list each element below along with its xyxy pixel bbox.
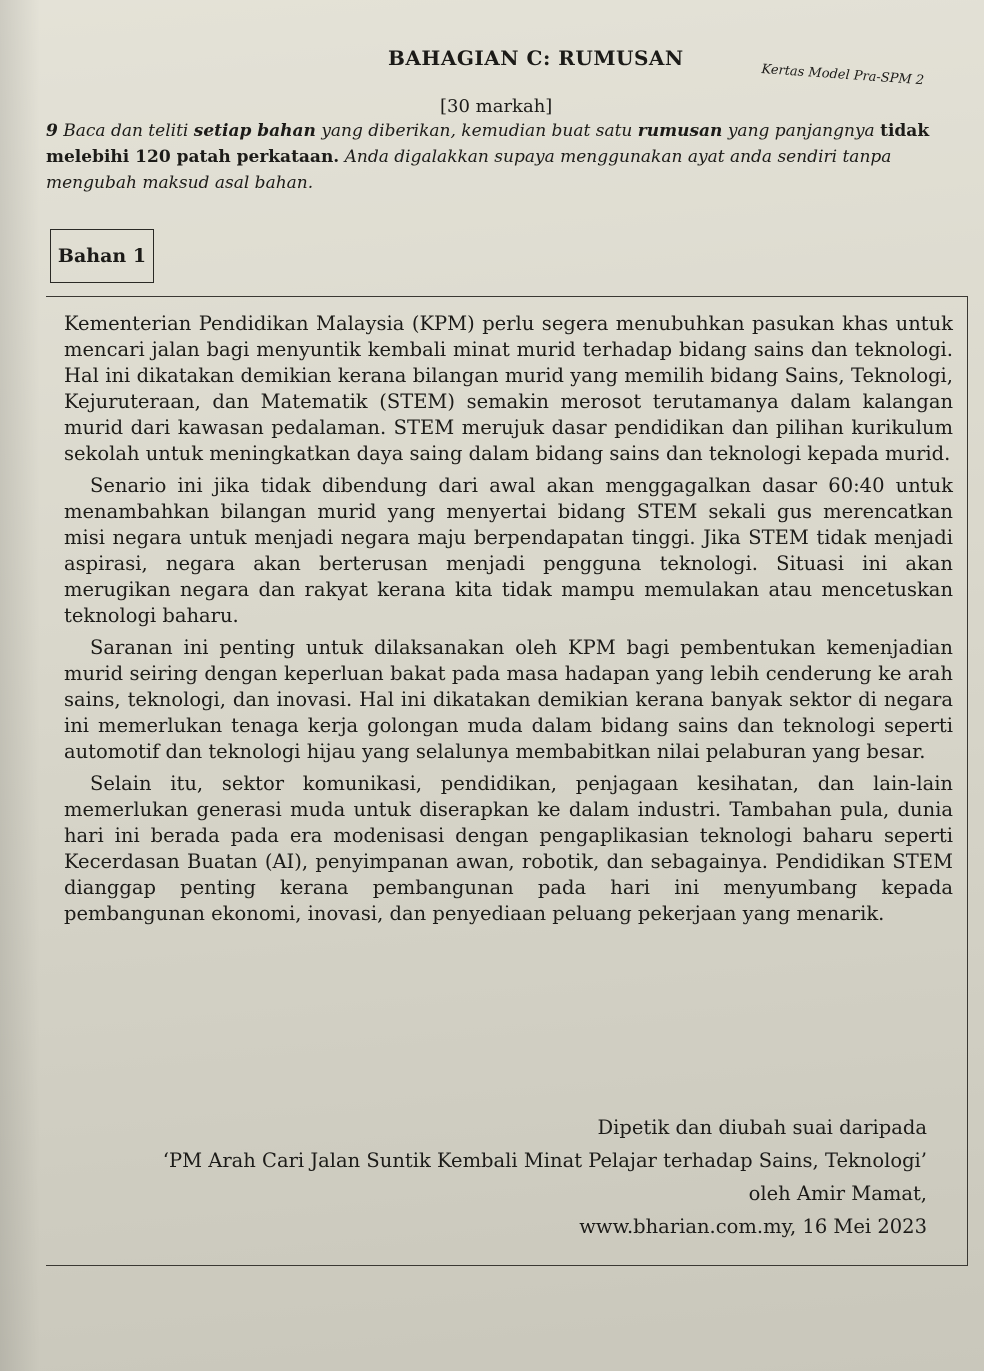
passage-paragraph-1: Kementerian Pendidikan Malaysia (KPM) perlu segera menubuhkan pasukan khas untuk mencari jalan bagi menyuntik kembali minat murid terhadap bidang sains dan teknologi. Hal ini dikatakan demikian kerana bilangan murid yang memilih bidang Sains, Teknologi, Kejuruteraan, dan Matematik (STEM) semakin merosot terutamanya dalam kalangan murid dari kawasan pedalaman. STEM merujuk dasar pendidikan dan pilihan kurikulum sekolah untuk meningkatkan daya saing dalam bidang sains dan teknologi kepada murid. <box>64 312 953 465</box>
source-line-3: oleh Amir Mamat, <box>748 1182 927 1205</box>
instruction-text-4: Anda digalakkan supaya menggunakan ayat anda sendiri tanpa mengubah maksud asal bahan. <box>46 147 892 193</box>
source-line-2: ‘PM Arah Cari Jalan Suntik Kembali Minat Pelajar terhadap Sains, Teknologi’ <box>162 1149 927 1172</box>
passage-paragraph-2: Senario ini jika tidak dibendung dari awal akan menggagalkan dasar 60:40 untuk menambahkan bilangan murid yang menyertai bidang STEM sekali gus merencatkan misi negara untuk menjadi negara maju berpendapatan tinggi. Jika STEM tidak menjadi aspirasi, negara akan berterusan menjadi pengguna teknologi. Situasi ini akan merugikan negara dan rakyat kerana kita tidak mampu memulakan atau mencetuskan teknologi baharu. <box>64 474 953 627</box>
question-number: 9 <box>46 121 58 141</box>
source-citation <box>127 1111 927 1243</box>
instruction-bold-2: rumusan <box>637 121 723 141</box>
instruction-text-2: yang diberikan, kemudian buat satu <box>321 121 633 141</box>
section-title: BAHAGIAN C: RUMUSAN <box>388 46 684 70</box>
passage-box <box>46 296 968 1266</box>
passage-paragraph-3: Saranan ini penting untuk dilaksanakan oleh KPM bagi pembentukan kemenjadian murid seiring dengan keperluan bakat pada masa hadapan yang lebih cenderung ke arah sains, teknologi, dan inovasi. Hal ini dikatakan demikian kerana banyak sektor di negara ini memerlukan tenaga kerja golongan muda dalam bidang sains dan teknologi seperti automotif dan teknologi hijau yang selalunya membabitkan nilai pelaburan yang besar. <box>64 636 953 763</box>
passage-paragraph-4: Selain itu, sektor komunikasi, pendidikan, penjagaan kesihatan, dan lain-lain memerlukan generasi muda untuk diserapkan ke dalam industri. Tambahan pula, dunia hari ini berada pada era modenisasi dengan pengaplikasian teknologi baharu seperti Kecerdasan Buatan (AI), penyimpanan awan, robotik, dan sebagainya. Pendidikan STEM dianggap penting kerana pembangunan pada hari ini menyumbang kepada pembangunan ekonomi, inovasi, dan penyediaan peluang pekerjaan yang menarik. <box>64 772 953 925</box>
page-shadow <box>0 0 40 1371</box>
instruction-text-3: yang panjangnya <box>727 121 875 141</box>
paper-label: Kertas Model Pra-SPM 2 <box>760 62 925 89</box>
bahan-label: Bahan 1 <box>50 229 154 283</box>
marks-label: [30 markah] <box>440 96 553 117</box>
instruction-text-1: Baca dan teliti <box>63 121 189 141</box>
instruction-bold-1: setiap bahan <box>193 121 316 141</box>
instruction-bold-3: tidak melebihi 120 patah perkataan. <box>46 121 930 167</box>
source-line-4: www.bharian.com.my, 16 Mei 2023 <box>579 1215 927 1238</box>
question-instruction <box>46 118 958 196</box>
source-line-1: Dipetik dan diubah suai daripada <box>597 1116 927 1139</box>
